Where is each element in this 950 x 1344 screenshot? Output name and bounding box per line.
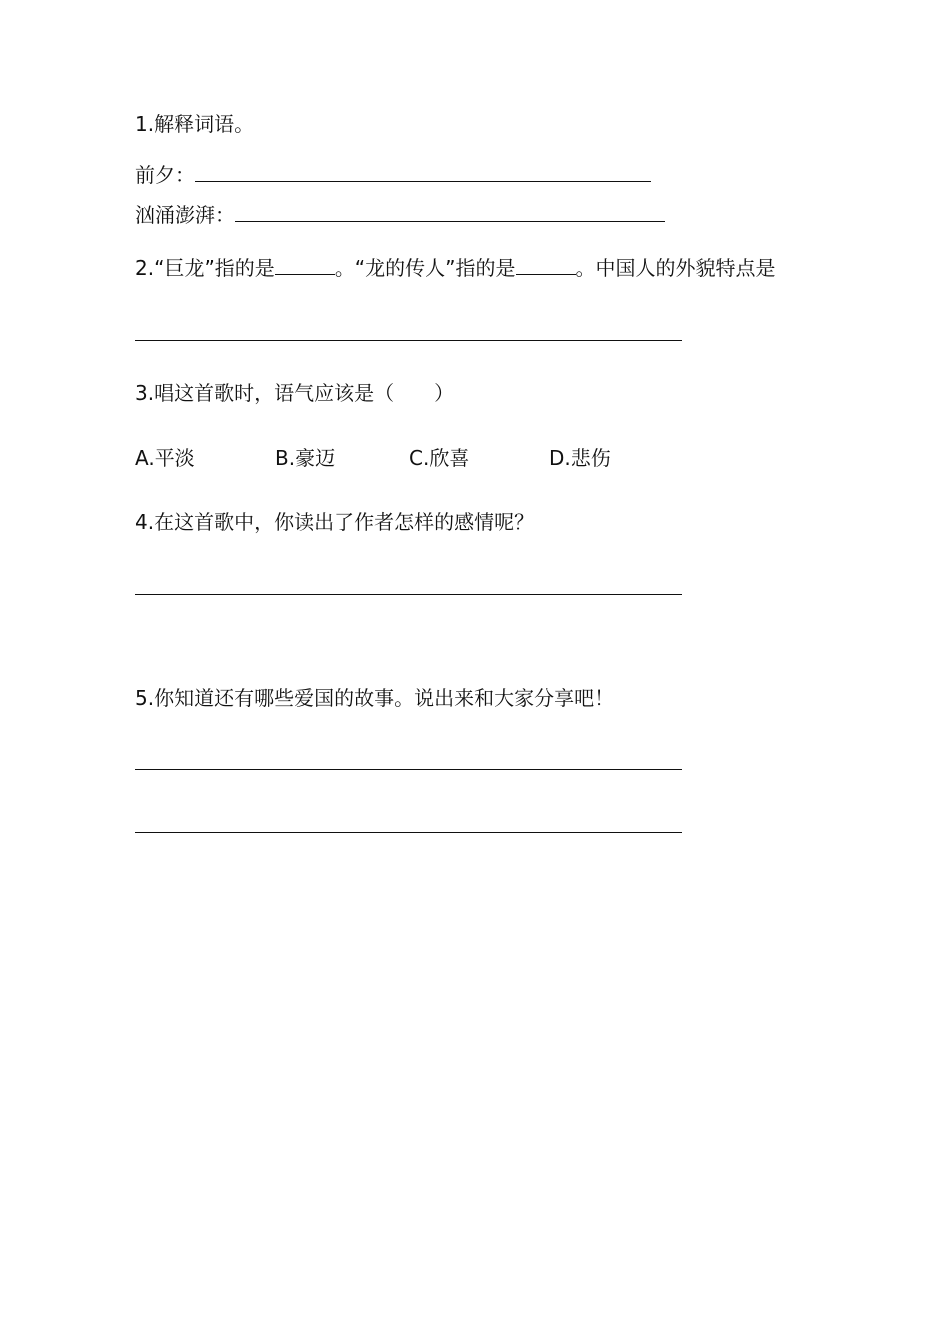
q3-option-c[interactable]: C.欣喜 [409, 446, 470, 470]
q2-blank-2[interactable] [516, 254, 576, 275]
q1-term1-answer-blank[interactable] [195, 161, 651, 182]
q5-answer-line-2[interactable] [135, 832, 682, 833]
q1-title: 1.解释词语。 [135, 112, 255, 136]
q5-answer-line-1[interactable] [135, 769, 682, 770]
q2-part2: 。“龙的传人”指的是 [334, 256, 516, 280]
q3-title: 3.唱这首歌时，语气应该是（ ） [135, 381, 455, 405]
q3-option-b[interactable]: B.豪迈 [275, 446, 336, 470]
q2-part1: 2.“巨龙”指的是 [135, 256, 275, 280]
q4-answer-line[interactable] [135, 594, 682, 595]
q1-term2-row [135, 201, 665, 228]
q1-term2-label: 汹涌澎湃： [135, 203, 235, 227]
q1-term1-label: 前夕： [135, 163, 195, 187]
q5-title: 5.你知道还有哪些爱国的故事。说出来和大家分享吧！ [135, 686, 615, 710]
q2-part3: 。中国人的外貌特点是 [575, 256, 776, 280]
q4-title: 4.在这首歌中，你读出了作者怎样的感情呢？ [135, 510, 535, 534]
q2-row [135, 254, 776, 281]
q2-blank-1[interactable] [275, 254, 335, 275]
q2-answer-line[interactable] [135, 340, 682, 341]
q1-term1-row [135, 161, 651, 188]
q3-option-a[interactable]: A.平淡 [135, 446, 195, 470]
q3-option-d[interactable]: D.悲伤 [549, 446, 611, 470]
q1-term2-answer-blank[interactable] [235, 201, 665, 222]
